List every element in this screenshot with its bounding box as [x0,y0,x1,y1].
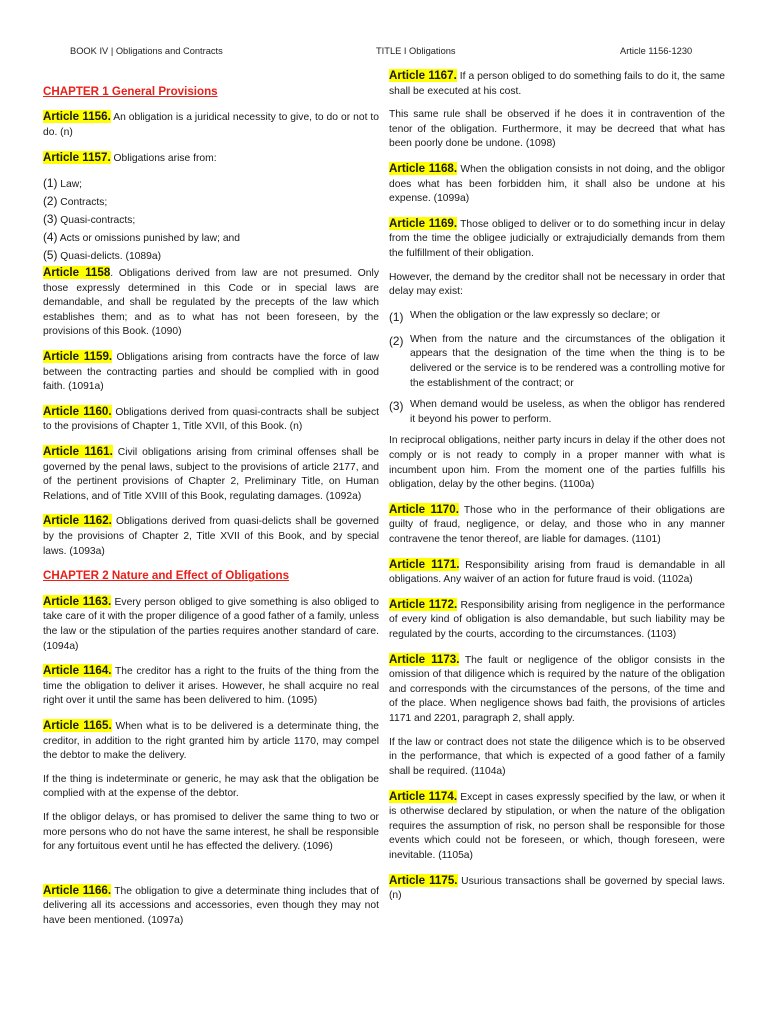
article-1158 [43,265,379,340]
article-label: Article 1173. [389,652,460,666]
delay-exception-item [389,398,725,427]
delay-exception-item [389,333,725,391]
article-label: Article 1162. [43,514,112,528]
article-1157 [43,150,379,167]
article-text: Obligations derived from quasi-contracts shall be subject to the provisions of Chapter 1, Title XVII, of this Book. (n) [43,406,379,433]
article-text: When what is to be delivered is a determinate thing, the creditor, in addition to the right granted him by article 1170, may compel the debtor to make the delivery. [43,720,379,762]
list-number: (4) [43,230,58,245]
article-1164 [43,663,379,709]
left-column [43,84,379,938]
list-text: Acts or omissions punished by law; and [57,233,241,245]
list-item [43,175,379,193]
list-number: (2) [43,194,58,209]
header-title: TITLE I Obligations [376,46,456,56]
article-1159 [43,349,379,395]
article-label: Article 1169. [389,216,458,230]
list-item [43,247,379,265]
article-1163 [43,594,379,654]
article-label: Article 1171. [389,557,460,571]
header-book: BOOK IV | Obligations and Contracts [70,46,223,56]
item-text: When the obligation or the law expressly so declare; or [410,309,661,321]
article-1156 [43,109,379,140]
article-text: Those obliged to deliver or to do something incur in delay from the time the obligee judicially or extrajudicially demands from them the fulfillment of their obligation. [389,218,725,260]
item-number: (1) [389,309,404,324]
article-1169-paragraph: However, the demand by the creditor shall not be necessary in order that delay may exist: [389,271,725,298]
article-1173-paragraph: If the law or contract does not state the diligence which is to be observed in the performance, that which is expected of a good father of a family shall be required. (1104a) [389,736,725,777]
chapter-1-heading: CHAPTER 1 General Provisions [43,85,218,98]
list-text: Quasi-delicts. (1089a) [57,250,162,262]
article-label: Article 1175. [389,873,458,887]
article-1174 [389,789,725,864]
article-label: Article 1161. [43,444,113,458]
article-label: Article 1174. [389,789,458,803]
chapter-2-heading: CHAPTER 2 Nature and Effect of Obligations [43,569,290,583]
article-text: The obligation to give a determinate thing includes that of delivering all its accessions and accessories, even though they may not have been mentioned. (1097a) [43,885,379,927]
article-label: Article 1170. [389,502,459,516]
article-label: Article 1156. [43,110,111,124]
article-text: Civil obligations arising from criminal offenses shall be governed by the penal laws, subject to the provisions of article 2177, and of the pertinent provisions of Chapter 2, Preliminary Title, on Human Relations, and of Title XVIII of this Book, regulating damages. (1092a) [43,446,379,502]
article-text: . Obligations derived from law are not presumed. Only those expressly determined in this Code or in special laws are demandable, and shall be regulated by the precepts of the law which establishes them; and as to what has not been foreseen, by the provisions of this Book. (1090) [43,267,379,338]
item-number: (2) [389,333,404,348]
item-text: When demand would be useless, as when the obligor has rendered it beyond his power to perform. [410,399,725,425]
article-1172 [389,597,725,643]
list-number: (3) [43,212,58,227]
list-item [43,229,379,247]
article-text: Except in cases expressly specified by the law, or when it is otherwise declared by stipulation, or when the nature of the obligation requires the assumption of risk, no person shall be responsible for those events which could not be foreseen, or which, though foreseen, were inevitable. (1105a) [389,791,726,861]
list-number: (1) [43,176,58,191]
article-text: If a person obliged to do something fails to do it, the same shall be executed at his cost. [389,71,725,97]
article-1173 [389,652,725,727]
article-text: Responsibility arising from fraud is demandable in all obligations. Any waiver of an action for future fraud is void. (1102a) [389,559,725,586]
article-text: Obligations derived from quasi-delicts shall be governed by the provisions of Chapter 2, Title XVII of this Book, and by special laws. (1093a) [43,516,379,557]
article-text: The creditor has a right to the fruits of the thing from the time the obligation to deliver it arises. However, he shall acquire no real right over it until the same has been delivered to him. (1095) [43,666,379,707]
article-label: Article 1165. [43,718,112,732]
article-label: Article 1172. [389,597,458,611]
article-1167-paragraph: This same rule shall be observed if he does it in contravention of the tenor of the obligation. Furthermore, it may be decreed that what has been poorly done be undone. (1098) [389,109,725,150]
article-text: Obligations arise from: [110,152,217,164]
list-number: (5) [43,247,58,262]
article-text: Every person obliged to give something is also obliged to take care of it with the proper diligence of a good father of a family, unless the law or the stipulation of the parties requires another standard of care. (1094a) [43,596,379,652]
article-1169 [389,216,725,262]
header-articles: Article 1156-1230 [620,46,693,56]
sources-list [43,175,379,265]
article-text: Obligations arising from contracts have the force of law between the contracting parties and should be complied with in good faith. (1091a) [43,351,379,393]
article-1160 [43,404,379,435]
article-1165 [43,718,379,764]
article-1171 [389,557,725,588]
item-number: (3) [389,399,404,414]
article-label: Article 1166. [43,883,112,897]
article-label: Article 1160. [43,404,112,418]
article-1168 [389,161,725,207]
list-text: Contracts; [57,197,108,209]
article-1166 [43,883,379,929]
list-text: Quasi-contracts; [57,215,136,227]
list-item [43,211,379,229]
article-1162 [43,513,379,559]
article-label: Article 1168. [389,162,458,176]
article-text: Responsibility arising from negligence in the performance of every kind of obligation is also demandable, but such liability may be regulated by the courts, according to the circumstances. (1103) [389,599,725,641]
article-text: The fault or negligence of the obligor consists in the omission of that diligence which is required by the nature of the obligation and corresponds with the circumstances of the persons, of the time and of the place. When negligence shows bad faith, the provisions of articles 1171 and 2201, paragraph 2, shall apply. [389,654,725,725]
article-label: Article 1158 [43,265,111,279]
article-label: Article 1157. [43,150,111,164]
delay-exception-item [389,309,725,326]
article-label: Article 1159. [43,349,113,363]
item-text: When from the nature and the circumstances of the obligation it appears that the designation of the time when the thing is to be delivered or the service is to be rendered was a controlling motive for the establishment of the contract; or [410,333,725,389]
article-1169-paragraph: In reciprocal obligations, neither party incurs in delay if the other does not comply or is not ready to comply in a proper manner with what is incumbent upon him. From the moment one of the parties fulfills his obligation, delay by the other begins. (1100a) [389,435,725,491]
article-1170 [389,502,725,548]
article-label: Article 1163. [43,594,112,608]
article-1165-paragraph: If the obligor delays, or has promised to deliver the same thing to two or more persons who do not have the same interest, he shall be responsible for any fortuitous event until he has effected the delivery. (1096) [43,812,379,853]
list-item [43,193,379,211]
article-1167 [389,68,725,99]
article-1175 [389,873,725,904]
article-1165-paragraph: If the thing is indeterminate or generic, he may ask that the obligation be complied with at the expense of the debtor. [43,773,379,800]
article-text: Those who in the performance of their obligations are guilty of fraud, negligence, or delay, and those who in any manner contravene the tenor thereof, are liable for damages. (1101) [389,504,725,545]
article-label: Article 1164. [43,664,112,678]
article-1161 [43,444,379,504]
article-text: An obligation is a juridical necessity to give, to do or not to do. (n) [43,112,379,139]
right-column [389,68,725,913]
article-text: When the obligation consists in not doing, and the obligor does what has been forbidden him, it shall also be undone at his expense. (1099a) [389,164,726,205]
article-text: Usurious transactions shall be governed by special laws. (n) [389,875,725,902]
list-text: Law; [57,179,83,191]
article-label: Article 1167. [389,69,457,82]
